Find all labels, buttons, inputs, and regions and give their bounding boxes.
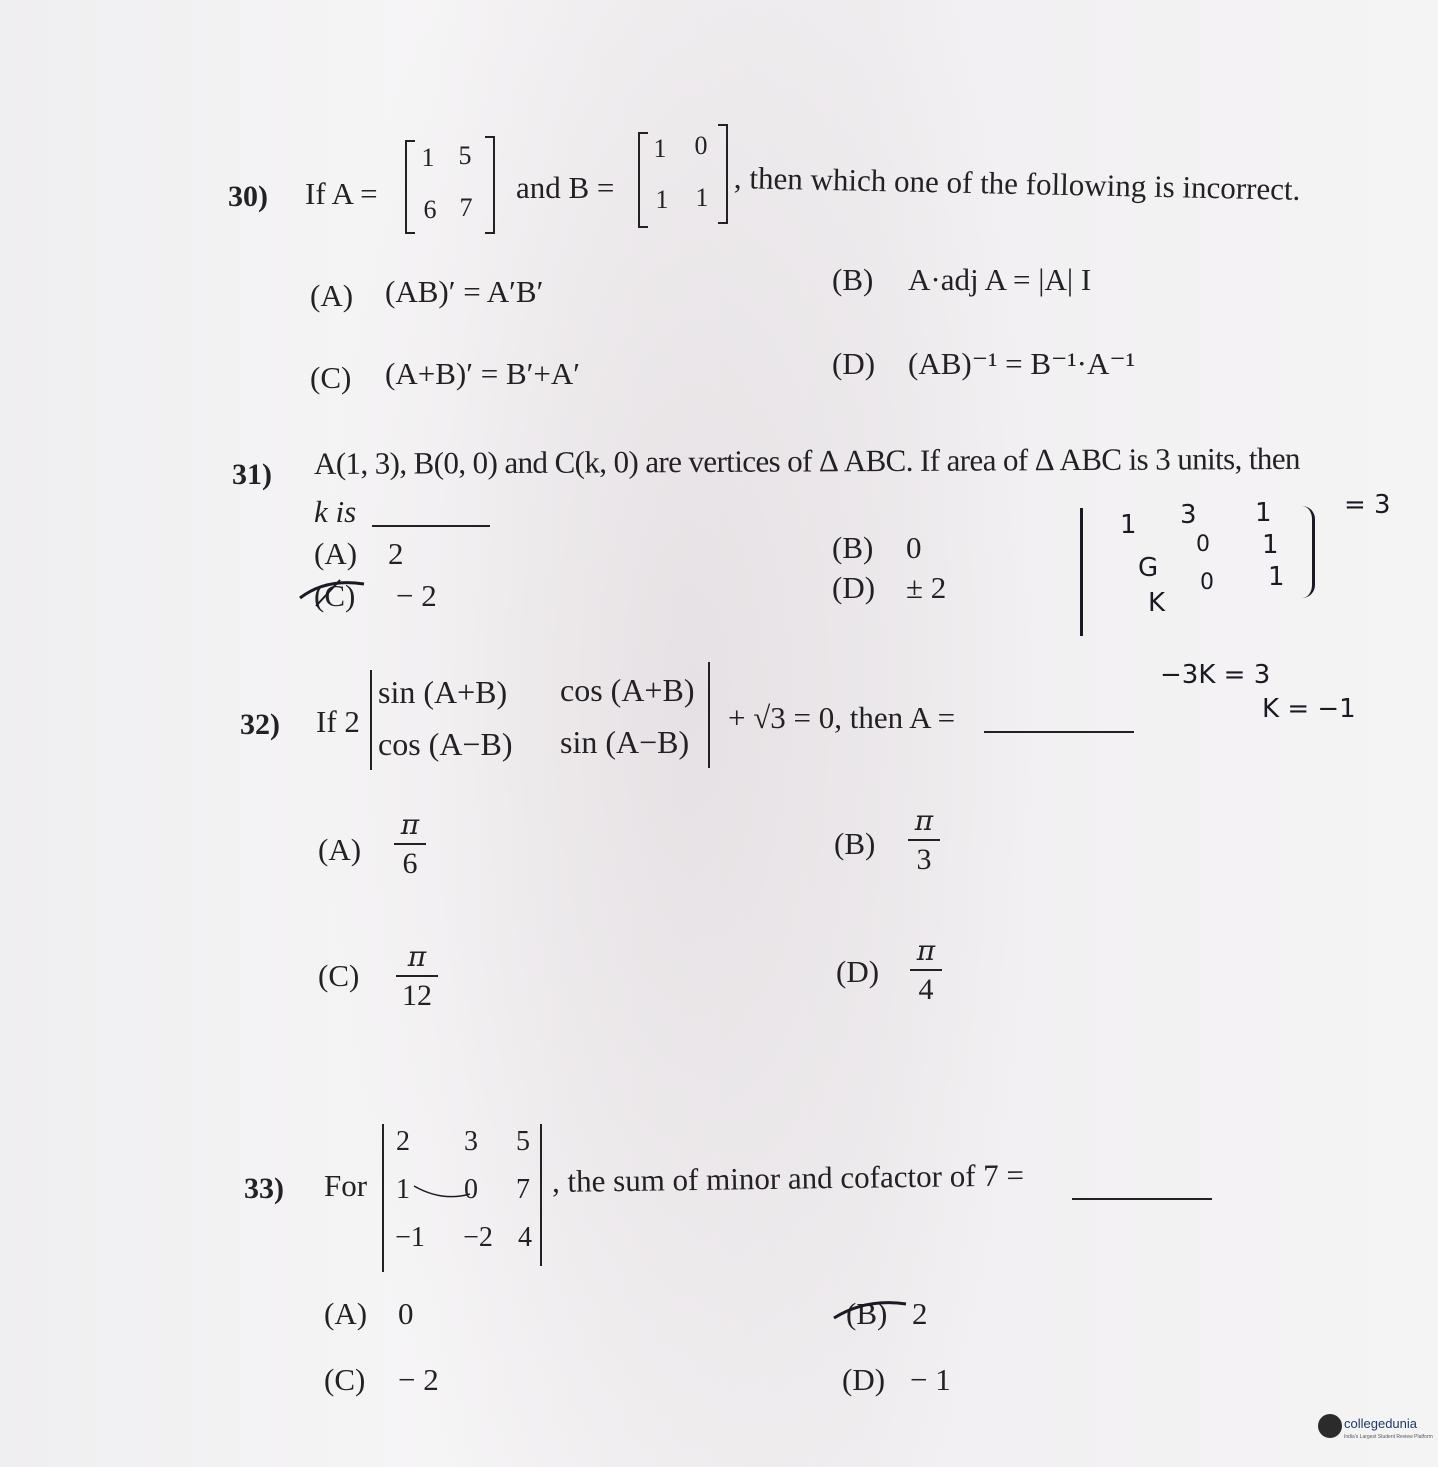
hand-cell: G: [1138, 553, 1159, 583]
det-cell: 5: [516, 1126, 530, 1157]
hand-equation: = 3: [1344, 490, 1391, 520]
option-text: (AB)⁻¹ = B⁻¹·A⁻¹: [908, 346, 1136, 381]
question-number: 33): [244, 1172, 284, 1205]
option-label: (D): [842, 1362, 886, 1397]
question-number: 30): [228, 180, 268, 213]
option-fraction: π 6: [394, 808, 426, 881]
logo-name: collegedunia: [1344, 1416, 1418, 1431]
det-cell: −2: [463, 1222, 493, 1253]
question-text: k is: [314, 494, 357, 529]
answer-blank: [984, 731, 1134, 733]
hand-cell: 1: [1262, 530, 1279, 560]
option-text: A·adj A = |A| I: [908, 262, 1092, 297]
graduate-icon: [1318, 1414, 1342, 1438]
det-cell: cos (A−B): [378, 726, 513, 762]
strike-mark: [412, 1180, 472, 1204]
option-fraction: π 3: [908, 804, 940, 877]
question-suffix: , the sum of minor and cofactor of 7 =: [551, 1157, 1025, 1199]
option-label: (B): [834, 826, 876, 861]
collegedunia-logo: [1318, 1412, 1436, 1456]
option-label: (C): [318, 958, 360, 993]
question-number: 31): [232, 458, 272, 491]
det-cell: cos (A+B): [560, 672, 695, 708]
hand-cell: 1: [1120, 510, 1137, 540]
matrix-cell: 1: [653, 134, 667, 163]
option-text: (AB)′ = A′B′: [385, 274, 544, 309]
question-text: A(1, 3), B(0, 0) and C(k, 0) are vertices of Δ ABC. If area of Δ ABC is 3 units, then: [313, 440, 1300, 481]
option-text: − 2: [396, 578, 437, 613]
matrix-cell: 6: [423, 195, 437, 224]
option-text: − 2: [398, 1362, 439, 1397]
hand-equation: K = −1: [1262, 694, 1356, 724]
option-label: (D): [836, 954, 880, 989]
option-label: (A): [324, 1296, 368, 1331]
option-text: (A+B)′ = B′+A′: [385, 356, 581, 391]
option-label: (C): [310, 360, 352, 395]
det-cell: 1: [396, 1174, 410, 1205]
det-cell: 3: [464, 1126, 478, 1157]
question-prefix: If A =: [305, 176, 378, 211]
answer-blank: [1072, 1198, 1212, 1200]
option-text: − 1: [910, 1362, 951, 1397]
det-cell: −1: [395, 1222, 425, 1253]
option-label: (B): [832, 530, 874, 565]
matrix-cell: 7: [459, 193, 473, 222]
answer-blank: [372, 525, 490, 527]
option-label: (A): [310, 278, 354, 313]
option-label: (B): [846, 1296, 888, 1331]
hand-cell: K: [1148, 588, 1166, 618]
option-label: (C): [314, 578, 356, 613]
hand-cell: 1: [1268, 562, 1285, 592]
question-prefix: If 2: [316, 704, 360, 739]
option-text: 0: [906, 530, 922, 565]
matrix-cell: 1: [655, 185, 669, 214]
option-label: (D): [832, 346, 876, 381]
det-cell: 0: [464, 1174, 478, 1205]
det-cell: 2: [396, 1126, 410, 1157]
question-suffix: + √3 = 0, then A =: [728, 700, 956, 735]
option-label: (C): [324, 1362, 366, 1397]
option-text: 0: [398, 1296, 414, 1331]
question-suffix: , then which one of the following is incorrect.: [733, 160, 1301, 207]
matrix-cell: 1: [695, 183, 709, 212]
question-prefix: For: [324, 1168, 368, 1203]
det-cell: sin (A+B): [378, 674, 508, 710]
option-fraction: π 12: [396, 940, 438, 1013]
det-cell: sin (A−B): [560, 724, 690, 760]
hand-cell: 3: [1180, 500, 1197, 530]
det-cell: 4: [518, 1222, 532, 1253]
answer-mark: [296, 576, 368, 610]
matrix-cell: 0: [694, 131, 708, 160]
option-text: ± 2: [906, 570, 947, 605]
question-number: 32): [240, 708, 280, 741]
option-label: (D): [832, 570, 876, 605]
option-label: (A): [318, 832, 362, 867]
hand-cell: 1: [1255, 498, 1272, 528]
answer-mark: [828, 1294, 910, 1328]
option-fraction: π 4: [910, 934, 942, 1007]
matrix-cell: 1: [421, 143, 435, 172]
hand-cell: 0: [1200, 570, 1214, 595]
det-cell: 7: [516, 1174, 530, 1205]
connector-text: and B =: [516, 170, 615, 205]
option-text: 2: [912, 1296, 928, 1331]
logo-tagline: India's Largest Student Review Platform: [1344, 1434, 1433, 1440]
hand-cell: 0: [1196, 532, 1210, 557]
option-label: (A): [314, 536, 358, 571]
hand-equation: −3K = 3: [1160, 660, 1271, 690]
option-text: 2: [388, 536, 404, 571]
option-label: (B): [832, 262, 874, 297]
matrix-cell: 5: [458, 141, 472, 170]
